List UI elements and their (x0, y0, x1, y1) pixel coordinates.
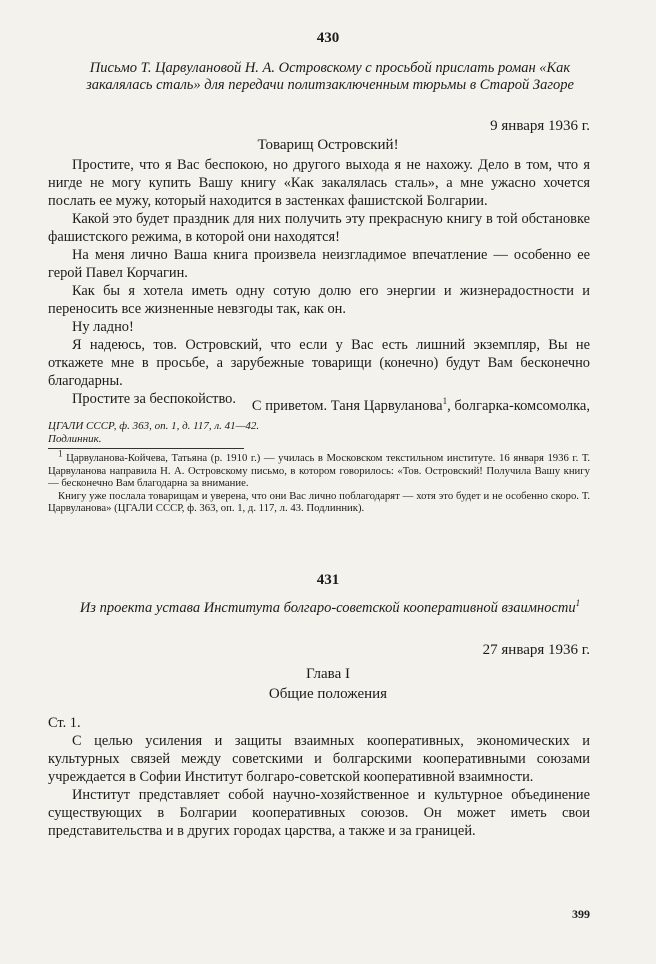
letter-paragraph: Как бы я хотела иметь одну сотую долю его энергии и жизнерадостности и переносить все жизненные невзгоды так, как он. (48, 283, 590, 317)
letter-paragraph: Я надеюсь, тов. Островский, что если у Вас есть лишний экземпляр, Вы не откажете мне в просьбе, а зарубежные товарищи (конечно) будут Вам бесконечно благодарны. (48, 337, 590, 389)
letter-salutation: Товарищ Островский! (257, 137, 399, 153)
section-heading: Общие положения (268, 686, 388, 702)
footnote-divider (48, 448, 244, 449)
signature-tail: , болгарка-комсомолка, (447, 398, 590, 414)
document-430-date: 9 января 1936 г. (490, 118, 590, 134)
archive-reference (48, 420, 259, 446)
footnote-mark: 1 (58, 448, 63, 459)
footnote-paragraph: Книгу уже послала товарищам и уверена, что они Вас лично поблагодарят — хотя это будет и не особенно скоро. Т. Царвуланова» (ЦГАЛИ СССР, ф. 363, оп. 1, д. 117, л. 43. Подлинник). (48, 489, 590, 514)
letter-paragraph: Простите, что я Вас беспокою, но другого выхода я не нахожу. Дело в том, что я нигде не могу купить Вашу книгу «Как закалялась сталь», а мне ужасно хочется послать ее мужу, который находится в застенках фашистской Болгарии. (48, 157, 590, 209)
title-footnote-mark: 1 (575, 598, 581, 609)
signature-footnote-mark: 1 (442, 396, 448, 407)
footnote-block (48, 448, 591, 515)
chapter-heading: Глава I (306, 666, 350, 682)
letter-body (48, 156, 590, 408)
document-number-431: 431 (316, 572, 340, 588)
charter-paragraph: Институт представляет собой научно-хозяйственное и культурное объединение существующих в Болгарии кооперативных союзов. Он может иметь свои представительства и в других городах царства, а также и за границей. (48, 787, 590, 839)
document-431-date: 27 января 1936 г. (482, 642, 590, 658)
letter-paragraph: Какой это будет праздник для них получить эту прекрасную книгу в той обстановке фашистского режима, в которой они находятся! (48, 211, 590, 245)
footnote-text: Царвуланова-Койчева, Татьяна (р. 1910 г.) — училась в Московском текстильном институте. 16 января 1936 г. Т. Царвуланова направила Н. А. Островскому письмо, в котором говорилось: «Тов. Островский! Получила Вашу книгу — бесконечно Вам благодарна за внимание. (48, 452, 591, 489)
charter-body (48, 732, 590, 840)
archive-ref-text: ЦГАЛИ СССР, ф. 363, оп. 1, д. 117, л. 41—42. (48, 420, 260, 432)
letter-paragraph: Ну ладно! (72, 319, 134, 335)
document-431-title-text: Из проекта устава Института болгаро-советской кооперативной взаимности (79, 600, 576, 616)
footnote-paragraph (48, 448, 591, 490)
archive-status: Подлинник. (48, 433, 102, 445)
document-431-title (70, 600, 590, 617)
charter-article-label: Ст. 1. (48, 715, 81, 731)
charter-paragraph: С целью усиления и защиты взаимных кооперативных, экономических и культурных связей между советскими и болгарскими кооперативными союзами учреждается в Софии Институт болгаро-советской кооперативной взаимности. (48, 733, 590, 785)
letter-signature (252, 398, 590, 415)
signature-text: С приветом. Таня Царвуланова (251, 398, 443, 414)
letter-paragraph: На меня лично Ваша книга произвела неизгладимое впечатление — особенно ее герой Павел Корчагин. (48, 247, 590, 281)
document-430-title: Письмо Т. Царвулановой Н. А. Островскому с просьбой прислать роман «Как закалялась сталь» для передачи политзаключенным тюрьмы в Старой Загоре (86, 60, 574, 93)
letter-paragraph: Простите за беспокойство. (72, 391, 236, 407)
page-number: 399 (572, 907, 590, 921)
document-number-430: 430 (316, 30, 340, 46)
